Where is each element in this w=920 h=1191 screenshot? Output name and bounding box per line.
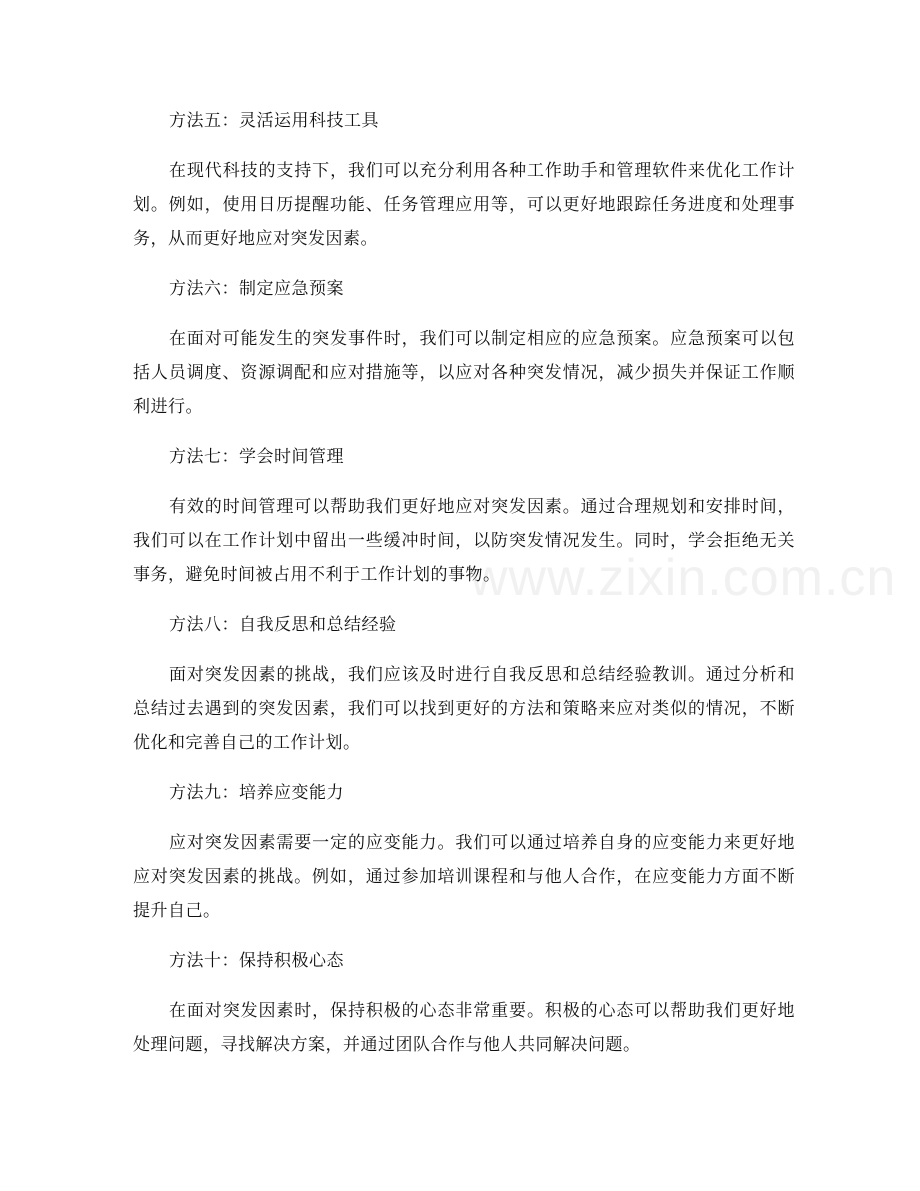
section-paragraph: 在面对突发因素时，保持积极的心态非常重要。积极的心态可以帮助我们更好地处理问题，寻找解决方案，并通过团队合作与他人共同解决问题。: [133, 1001, 795, 1055]
section-paragraph: 在现代科技的支持下，我们可以充分利用各种工作助手和管理软件来优化工作计划。例如，使用日历提醒功能、任务管理应用等，可以更好地跟踪任务进度和处理事务，从而更好地应对突发因素。: [133, 161, 795, 249]
watermark: www.zixin.com.cn: [470, 549, 897, 607]
section-heading: 方法十：保持积极心态: [169, 951, 344, 971]
section-paragraph: 应对突发因素需要一定的应变能力。我们可以通过培养自身的应变能力来更好地应对突发因素的挑战。例如，通过参加培训课程和与他人合作，在应变能力方面不断提升自己。: [133, 833, 795, 921]
section-heading: 方法七：学会时间管理: [169, 447, 344, 467]
section-heading: 方法九：培养应变能力: [169, 783, 344, 803]
section-paragraph: 面对突发因素的挑战，我们应该及时进行自我反思和总结经验教训。通过分析和总结过去遇到的突发因素，我们可以找到更好的方法和策略来应对类似的情况，不断优化和完善自己的工作计划。: [133, 665, 795, 753]
section-paragraph: 有效的时间管理可以帮助我们更好地应对突发因素。通过合理规划和安排时间，我们可以在工作计划中留出一些缓冲时间，以防突发情况发生。同时，学会拒绝无关事务，避免时间被占用不利于工作计划的事物。: [133, 497, 795, 585]
section-paragraph: 在面对可能发生的突发事件时，我们可以制定相应的应急预案。应急预案可以包括人员调度、资源调配和应对措施等，以应对各种突发情况，减少损失并保证工作顺利进行。: [133, 329, 795, 417]
section-heading: 方法六：制定应急预案: [169, 279, 344, 299]
section-heading: 方法八：自我反思和总结经验: [169, 615, 397, 635]
document-body: [133, 104, 795, 1062]
section-heading: 方法五：灵活运用科技工具: [169, 111, 379, 131]
